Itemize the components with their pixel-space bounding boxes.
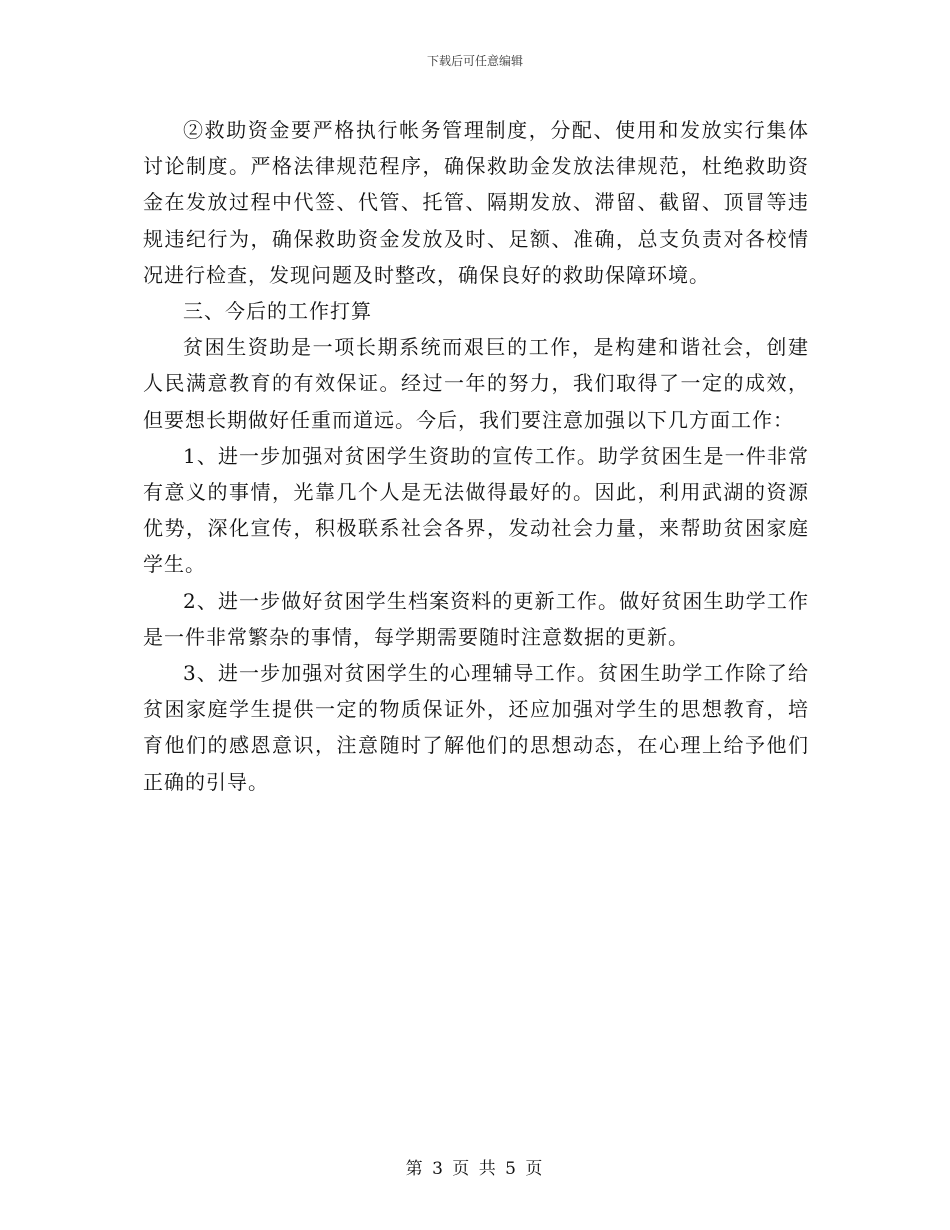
page-number: 第 3 页 共 5 页 [405, 1159, 545, 1179]
paragraph-item-2: 2、进一步做好贫困学生档案资料的更新工作。做好贫困生助学工作是一件非常繁杂的事情，每学期需要随时注意数据的更新。 [143, 588, 809, 649]
document-body [143, 112, 809, 800]
paragraph-intro: 贫困生资助是一项长期系统而艰巨的工作，是构建和谐社会，创建人民满意教育的有效保证。经过一年的努力，我们取得了一定的成效，但要想长期做好任重而道远。今后，我们要注意加强以下几方面工作： [143, 335, 809, 432]
page-header: 下载后可任意编辑 [426, 54, 523, 68]
paragraph-item-1: 1、进一步加强对贫困学生资助的宣传工作。助学贫困生是一件非常有意义的事情，光靠几个人是无法做得最好的。因此，利用武湖的资源优势，深化宣传，积极联系社会各界，发动社会力量，来帮助贫困家庭学生。 [143, 443, 809, 577]
section-heading-future-plans: 三、今后的工作打算 [183, 299, 372, 324]
paragraph-fund-management: ②救助资金要严格执行帐务管理制度，分配、使用和发放实行集体讨论制度。严格法律规范程序，确保救助金发放法律规范，杜绝救助资金在发放过程中代签、代管、托管、隔期发放、滞留、截留、顶冒等违规违纪行为，确保救助资金发放及时、足额、准确，总支负责对各校情况进行检查，发现问题及时整改，确保良好的救助保障环境。 [143, 118, 809, 287]
paragraph-item-3: 3、进一步加强对贫困学生的心理辅导工作。贫困生助学工作除了给贫困家庭学生提供一定的物质保证外，还应加强对学生的思想教育，培育他们的感恩意识，注意随时了解他们的思想动态，在心理上给予他们正确的引导。 [143, 661, 809, 794]
